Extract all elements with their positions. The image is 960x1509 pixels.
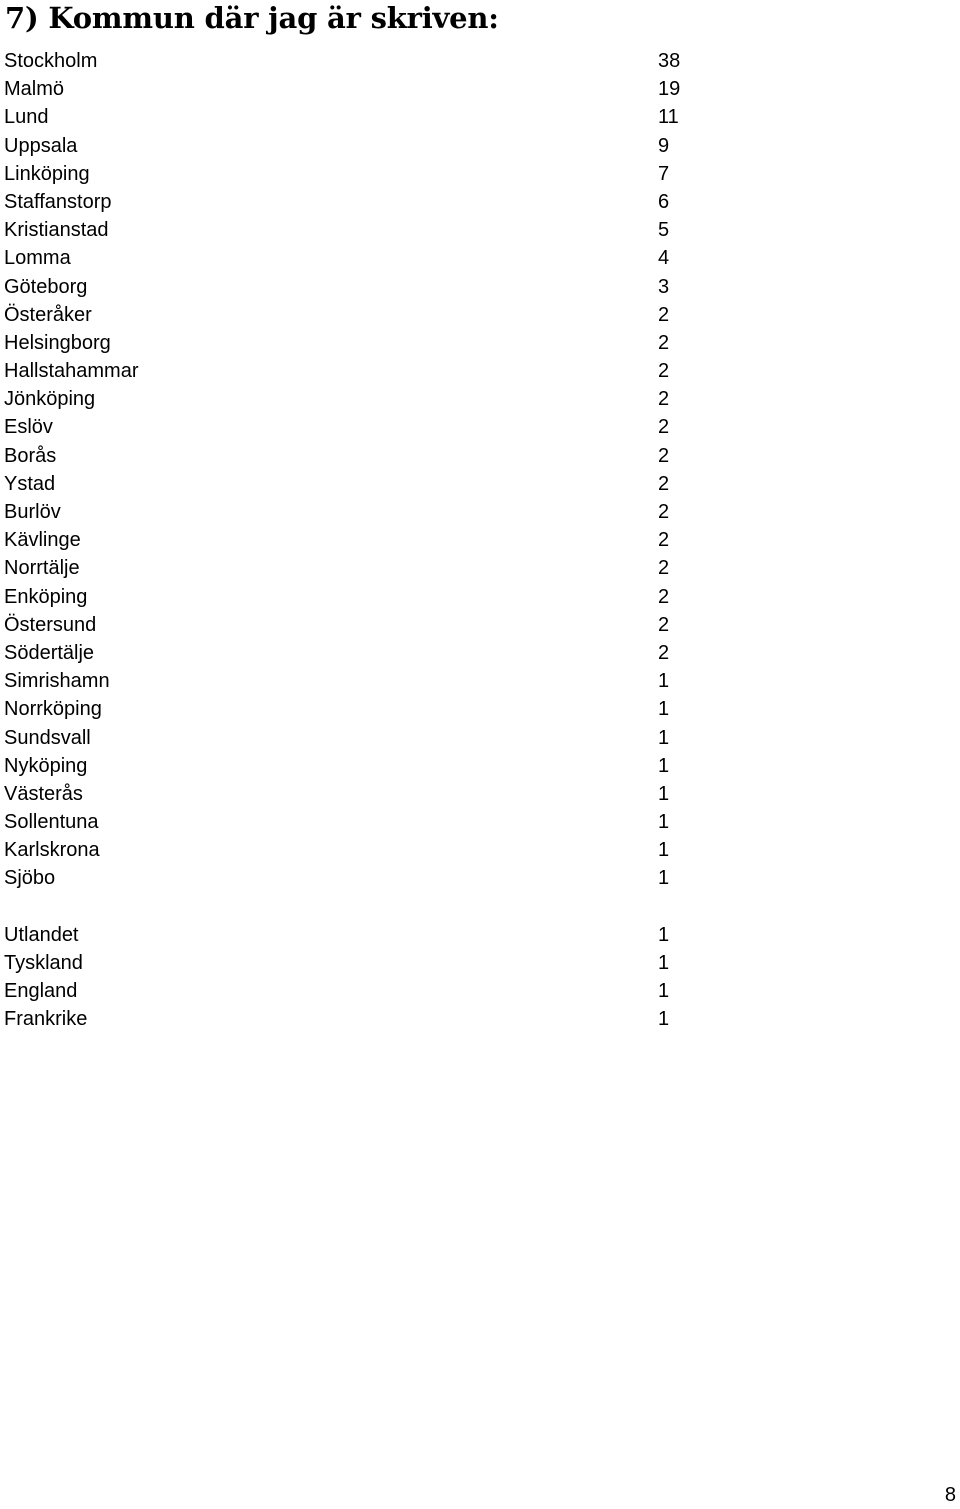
municipality-row [4,385,704,413]
municipality-row [4,554,704,582]
municipality-row [4,75,704,103]
municipality-row [4,470,704,498]
municipality-row [4,132,704,160]
row-count: 2 [658,613,670,636]
row-count: 1 [658,839,670,862]
municipality-row [4,808,704,836]
row-name: Nyköping [4,754,88,777]
row-name: Ystad [4,472,56,495]
row-name: Kävlinge [4,529,81,552]
row-count: 1 [658,782,670,805]
municipality-row [4,244,704,272]
row-name: Utlandet [4,923,79,946]
municipality-row [4,329,704,357]
row-name: Borås [4,444,57,467]
municipality-row [4,216,704,244]
row-count: 3 [658,275,670,298]
row-name: Norrköping [4,698,102,721]
municipality-row [4,442,704,470]
row-count: 1 [658,952,670,974]
municipality-row [4,695,704,723]
row-name: Tyskland [4,952,83,974]
row-name: Sundsvall [4,726,91,749]
page-title: 7) Kommun där jag är skriven: [5,1,499,35]
row-name: Sollentuna [4,811,99,834]
row-name: Lomma [4,247,71,270]
municipality-row [4,103,704,131]
row-count: 1 [658,754,670,777]
row-count: 1 [658,811,670,834]
row-count: 1 [658,726,670,749]
row-count: 2 [658,388,670,411]
municipality-row [4,357,704,385]
municipality-row [4,611,704,639]
municipality-row [4,780,704,808]
row-count: 1 [658,698,670,721]
row-count: 2 [658,557,670,580]
row-count: 11 [658,106,679,129]
municipality-row [4,667,704,695]
abroad-row [4,949,704,977]
row-count: 2 [658,529,670,552]
row-name: Frankrike [4,1008,88,1031]
row-name: Linköping [4,162,90,185]
row-name: Malmö [4,78,65,101]
row-count: 1 [658,670,670,693]
municipality-row [4,583,704,611]
row-name: Staffanstorp [4,190,112,213]
row-count: 1 [658,980,670,1003]
row-name: Lund [4,106,49,129]
municipality-row [4,273,704,301]
row-name: Norrtälje [4,557,80,580]
municipality-row [4,413,704,441]
municipality-row [4,864,704,892]
row-count: 2 [658,501,670,523]
row-name: Östersund [4,613,97,636]
row-name: Helsingborg [4,331,111,354]
municipality-row [4,188,704,216]
row-count: 2 [658,416,670,439]
section-spacer [4,893,704,921]
municipality-row [4,160,704,188]
row-name: Eslöv [4,416,53,439]
row-name: Hallstahammar [4,360,139,383]
row-name: Simrishamn [4,670,110,693]
municipality-row [4,526,704,554]
row-count: 1 [658,923,670,946]
row-name: Enköping [4,585,88,608]
municipality-rows [4,47,704,893]
row-name: England [4,980,78,1003]
row-count: 38 [658,50,681,72]
row-name: Burlöv [4,501,61,523]
row-count: 1 [658,867,670,890]
row-name: Uppsala [4,134,78,157]
row-count: 2 [658,641,670,664]
row-name: Kristianstad [4,219,109,242]
row-name: Österåker [4,303,92,326]
municipality-list [4,47,704,1034]
municipality-row [4,498,704,526]
row-count: 4 [658,247,670,270]
row-name: Karlskrona [4,839,100,862]
row-name: Sjöbo [4,867,56,890]
row-count: 2 [658,331,670,354]
row-name: Stockholm [4,50,98,72]
row-count: 5 [658,219,670,242]
row-name: Göteborg [4,275,88,298]
municipality-row [4,724,704,752]
row-count: 7 [658,162,670,185]
row-count: 1 [658,1008,670,1031]
row-count: 6 [658,190,670,213]
row-name: Västerås [4,782,83,805]
page-number: 8 [944,1484,956,1506]
row-count: 2 [658,585,670,608]
abroad-row [4,977,704,1005]
abroad-row [4,921,704,949]
row-name: Jönköping [4,388,96,411]
municipality-row [4,47,704,75]
municipality-row [4,639,704,667]
row-count: 2 [658,360,670,383]
municipality-row [4,752,704,780]
row-count: 2 [658,472,670,495]
row-name: Södertälje [4,641,95,664]
row-count: 9 [658,134,670,157]
municipality-row [4,301,704,329]
row-count: 2 [658,444,670,467]
abroad-row [4,1005,704,1033]
municipality-row [4,836,704,864]
abroad-rows [4,921,704,1034]
row-count: 2 [658,303,670,326]
row-count: 19 [658,78,681,101]
